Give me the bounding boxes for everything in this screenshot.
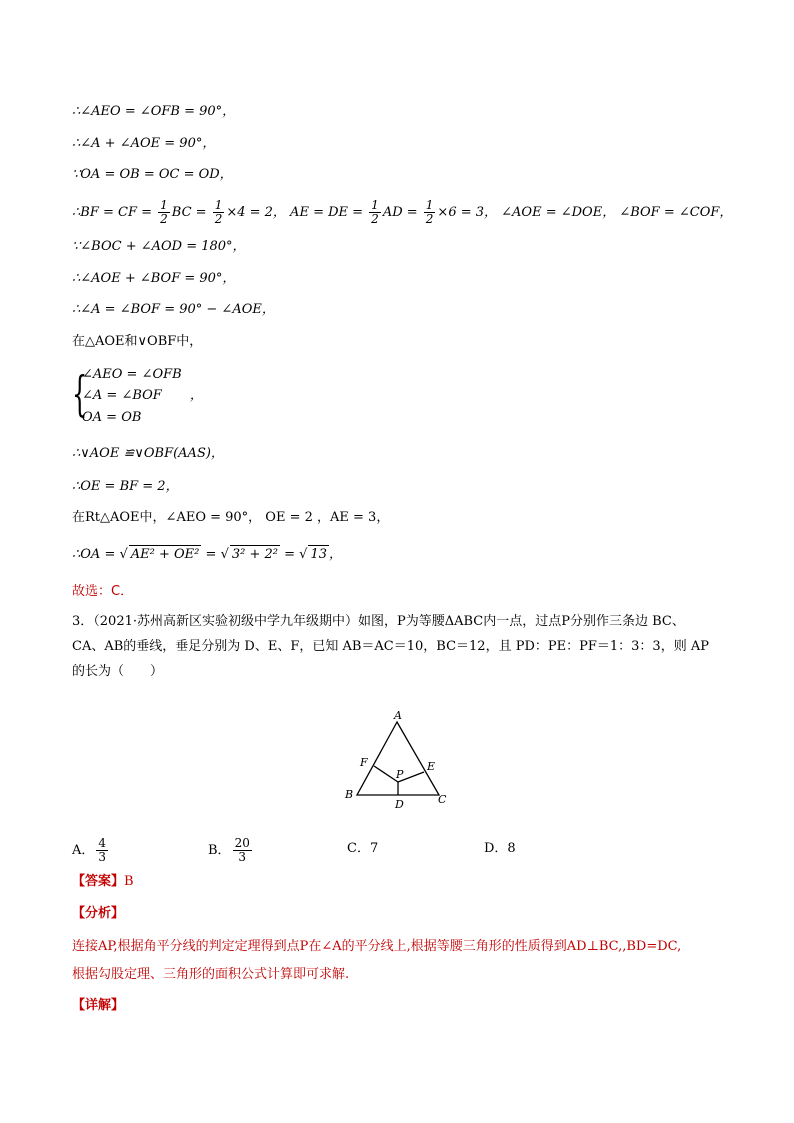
text-segment: ×6 = 3， ∠AOE = ∠DOE， ∠BOF = ∠COF， bbox=[437, 205, 733, 220]
answer-line bbox=[72, 873, 134, 891]
triangle-figure bbox=[340, 706, 460, 816]
analysis-text bbox=[72, 933, 727, 989]
solution-line-12: ∴OA = √ AE² + OE² = √ 3² + 2² = √ 13 ， bbox=[72, 547, 343, 562]
label-f: F bbox=[360, 756, 368, 769]
solution-line-5: ∵∠BOC + ∠AOD = 180°， bbox=[72, 239, 246, 254]
system-eq-1: ∠AEO = ∠OFB bbox=[82, 367, 182, 382]
choice-b-label: B． bbox=[208, 843, 231, 858]
fraction-half: $\frac{1}{2}$ bbox=[214, 198, 223, 226]
choice-d[interactable]: D．8 bbox=[484, 841, 516, 856]
label-p: P bbox=[396, 768, 404, 781]
fraction-half: $\frac{1}{2}$ bbox=[160, 198, 168, 226]
label-e: E bbox=[427, 760, 436, 773]
solution-line-8: 在△AOE和∨OBF中， bbox=[72, 334, 203, 349]
choice-b-fraction: $\frac{20}{3}$ bbox=[234, 836, 250, 864]
sqrt-expression: AE² + OE² bbox=[130, 547, 200, 562]
label-d: D bbox=[395, 798, 404, 811]
choice-c[interactable]: C．7 bbox=[347, 841, 379, 856]
choice-a-fraction: $\frac{4}{3}$ bbox=[98, 836, 107, 864]
text-segment: BC = bbox=[171, 205, 211, 220]
question-line-2: CA、AB的垂线，垂足分别为 D、E、F，已知 AB＝AC＝10，BC＝12，且 PD：PE：PF＝1：3：3，则 AP bbox=[72, 639, 709, 654]
text-segment: ∴OA = bbox=[72, 547, 120, 562]
text-segment: = bbox=[279, 547, 300, 562]
text-segment: AD = bbox=[382, 205, 422, 220]
choice-b[interactable] bbox=[208, 837, 254, 864]
solution-line-11: 在Rt△AOE中，∠AEO = 90°， OE = 2 ，AE = 3， bbox=[72, 510, 390, 525]
choice-a-label: A． bbox=[72, 843, 95, 858]
fraction-half: $\frac{1}{2}$ bbox=[371, 198, 379, 226]
analysis-line-1: 连接AP,根据角平分线的判定定理得到点P在∠A的平分线上,根据等腰三角形的性质得到AD⊥BC,,BD=DC, bbox=[72, 939, 682, 954]
system-brace: { bbox=[72, 366, 88, 422]
text-segment: ∠A = ∠BOF bbox=[82, 388, 162, 403]
solution-line-6: ∴∠AOE + ∠BOF = 90°， bbox=[72, 271, 236, 286]
text-segment: ∴BF = CF = bbox=[72, 205, 157, 220]
label-b: B bbox=[345, 788, 354, 801]
solution-line-10: ∴OE = BF = 2， bbox=[72, 479, 179, 494]
text-segment: = bbox=[201, 547, 221, 562]
question-line-3: 的长为（ ） bbox=[72, 664, 164, 679]
answer-value: B bbox=[124, 874, 134, 889]
text-segment: ×4 = 2， AE = DE = bbox=[226, 205, 368, 220]
sqrt-expression: 13 bbox=[310, 547, 327, 562]
system-eq-3: OA = OB bbox=[82, 410, 142, 425]
choice-result: 故选：C． bbox=[72, 584, 134, 599]
solution-line-9: ∴∨AOE ≌∨OBF(AAS)， bbox=[72, 446, 224, 461]
answer-tag: 【答案】 bbox=[72, 874, 125, 889]
detail-tag: 【详解】 bbox=[72, 998, 125, 1013]
label-c: C bbox=[438, 793, 447, 806]
segment-pf bbox=[374, 766, 398, 782]
analysis-line-2: 根据勾股定理、三角形的面积公式计算即可求解. bbox=[72, 967, 350, 982]
text-segment: ， bbox=[189, 388, 203, 403]
question-text bbox=[72, 609, 727, 684]
question-line-1: 3．（2021·苏州高新区实验初级中学九年级期中）如图，P为等腰ΔABC内一点，过点P分别作三条边 BC、 bbox=[72, 614, 685, 629]
solution-line-3: ∵OA = OB = OC = OD， bbox=[72, 167, 233, 182]
solution-line-4 bbox=[72, 199, 732, 226]
solution-line-7: ∴∠A = ∠BOF = 90° − ∠AOE， bbox=[72, 302, 275, 317]
fraction-half: $\frac{1}{2}$ bbox=[425, 198, 434, 226]
label-a: A bbox=[394, 709, 402, 722]
system-eq-2 bbox=[82, 387, 203, 405]
solution-line-1: ∴∠AEO = ∠OFB = 90°， bbox=[72, 104, 236, 119]
sqrt-expression: 3² + 2² bbox=[231, 547, 278, 562]
solution-line-2: ∴∠A + ∠AOE = 90°， bbox=[72, 136, 216, 151]
analysis-tag: 【分析】 bbox=[72, 906, 125, 921]
choice-a[interactable] bbox=[72, 837, 110, 864]
text-segment: ， bbox=[329, 547, 343, 562]
